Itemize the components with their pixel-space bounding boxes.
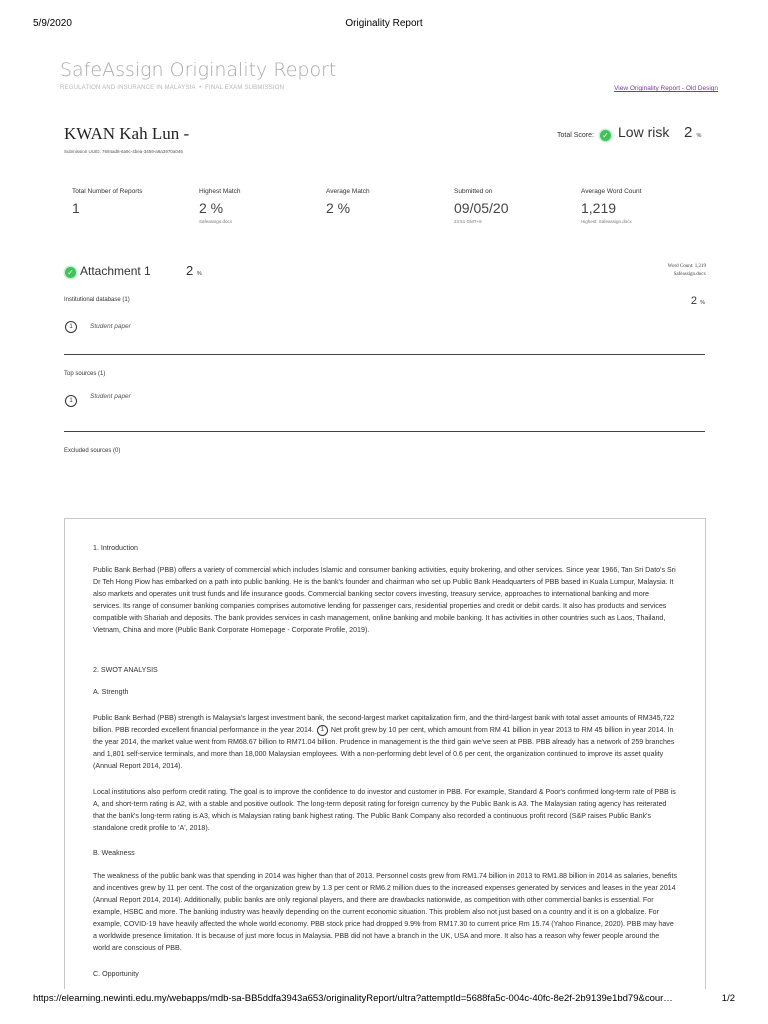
stat-heading: Average Word Count (581, 188, 642, 195)
stat-heading: Submitted on (454, 188, 493, 195)
print-title: Originality Report (345, 18, 423, 29)
doc-heading-introduction: 1. Introduction (93, 544, 138, 552)
check-circle-icon: ✓ (600, 130, 611, 141)
stat-average-word-count (581, 188, 641, 224)
stat-value: 2 % (326, 200, 351, 216)
source-item[interactable]: Student paper (90, 393, 131, 400)
print-url: https://elearning.newinti.edu.my/webapps/mdb-sa-BB5ddfa3943a653/originalityReport/ultra?attemptId=5688fa5c-004c-40fc-8e2f-2b9139e1bd79&cour… (33, 993, 673, 1004)
doc-paragraph-strength (93, 712, 677, 772)
subtitle-separator: • (199, 85, 202, 91)
divider (64, 431, 705, 432)
doc-paragraph-credit: Local institutions also perform credit rating. The goal is to improve the confidence to do investor and customer in PBB. For example, Standard & Poor's confirmed long-term rate of PBB is A, and short-term rating is A2, with a stable and positive outlook. The long-term deposit rating for foreign currency by the Public Bank is A3. The Malaysian rating agency has reiterated that the bank's long-term rating is A3, which is Malaysian rating bank highest rating. The Public Bank Company also recorded a continuous profit record (S&P raises Public Bank's standalone credit profile to 'A', 2018). (93, 788, 676, 832)
strength-text-a: Public Bank Berhad (PBB) strength is Malaysia's largest investment bank, the second-largest market capitalization firm, and the third-largest bank with total asset amounts of RM345,722 billion. PBB recorded excellent financial performance in the year 2014. (93, 714, 675, 734)
stat-heading: Highest Match (199, 188, 241, 195)
assignment-name: FINAL EXAM SUBMISSION (205, 85, 285, 91)
attachment-label[interactable]: Attachment 1 (80, 264, 151, 278)
total-score-label: Total Score: (557, 132, 594, 139)
attachment-file: Safeassign.docx (673, 272, 706, 277)
attachment-check-icon: ✓ (65, 267, 76, 278)
stat-heading: Total Number of Reports (72, 188, 143, 195)
source-number[interactable]: 1 (65, 321, 77, 333)
print-page-number: 1/2 (721, 993, 735, 1004)
print-date: 5/9/2020 (33, 18, 72, 29)
stat-heading: Average Match (326, 188, 370, 195)
old-design-link[interactable]: View Originality Report - Old Design (614, 85, 718, 92)
attachment-score-value: 2 (186, 263, 194, 278)
report-subtitle (60, 85, 284, 91)
institutional-score-value: 2 (690, 295, 698, 307)
excluded-heading[interactable]: Excluded sources (0) (64, 448, 121, 454)
stat-sub: Safeassign.docx (199, 219, 233, 224)
doc-heading-weakness: B. Weakness (93, 849, 135, 857)
doc-heading-swot: 2. SWOT ANALYSIS (93, 666, 158, 674)
submission-id: Submission UUID: 7694ad8-6a9c-4bea-3459-a9a3970a046 (64, 149, 183, 154)
stat-sub: 23:51 GMT+8 (454, 219, 482, 224)
strength-text-b: Net profit grew by 10 per cent, which amount from RM 41 billion in year 2013 to RM 45 billion in year 2014. In the year 2014, the market value went from RM68.67 billion to RM71.04 billion. Prudence in management is the third gain we've seen at PBB. PBB already has a network of 259 branches and 1,801 self-service terminals, and more than 18,000 Malaysian employees. With a non-performing debt level of 0.6 per cent, the organization continued to improve its asset quality (Annual Report 2014, 2014). (93, 726, 675, 770)
stat-value: 1,219 (581, 200, 617, 216)
word-count: Word Count: 1,219 (667, 264, 706, 269)
total-score (684, 124, 701, 141)
stat-value: 1 (72, 200, 80, 216)
stat-average-match (326, 188, 370, 216)
stat-submitted-on (454, 188, 509, 224)
page-title: SafeAssign Originality Report (60, 59, 337, 81)
stat-value: 09/05/20 (454, 200, 509, 216)
stat-total-reports (72, 188, 142, 216)
doc-heading-strength: A. Strength (93, 688, 129, 696)
doc-paragraph-weakness: The weakness of the public bank was that spending in 2014 was higher than that of 2013. Personnel costs grew from RM1.74 billion in 2013 to RM1.88 billion in 2014 as salaries, benefits and incentives grew by 11 per cent. The cost of the organization grew by 1.3 per cent or RM6.2 million dues to the increased expenses generated by services and leases in the year 2014 (Annual Report 2014, 2014). Additionally, public banks are only regional players, and there are drawbacks nationwide, as competition with other commercial banks is essential. For example, HSBC and more. The banking industry was heavily depending on the current economic situation. This problem also not just based on a country and it is on a globalize. For example, COVID-19 have heavily affected the whole world economy. PBB stock price had dropped 9.9% from RM17.30 to current price Rm 15.74 (Yahoo Finance, 2020). PBB may have a worldwide presence limitation. It is because of just more focus in Malaysia. PBB did not have a branch in the UK, USA and more. It also has a reason why fewer people around the world are conscious of PBB. (93, 872, 678, 952)
doc-paragraph-introduction: Public Bank Berhad (PBB) offers a variety of commercial which includes Islamic and consumer banking activities, equity brokering, and other services. Since year 1966, Tan Sri Dato's Sri Dr Teh Hong Piow has embarked on a path into public banking. He is the bank's founder and chairman who set up Public Bank Headquarters of PBB based in Kuala Lumpur, Malaysia. It also markets and operates unit trust funds and life insurance goods. Commercial banking sector covers investing, treasury service, approaches to international banking and more services. Its range of consumer banking companies comprises automotive lending for passenger cars, residential properties and credit or debit cards. It also has products and services compatible with Shariah and deposits. The bank provides services in cash management, online banking and mobile banking. It has activities in other countries such as Laos, Thailand, Vietnam, China and more (Public Bank Corporate Homepage - Corporate Profile, 2019). (93, 566, 676, 634)
divider (64, 354, 705, 355)
institutional-heading: Institutional database (1) (64, 297, 130, 303)
top-sources-heading: Top sources (1) (64, 371, 106, 377)
total-score-value: 2 (684, 124, 693, 141)
stat-sub: Highest: Safeassign.docx (581, 219, 632, 224)
match-marker[interactable]: 1 (317, 725, 328, 736)
source-item[interactable]: Student paper (90, 323, 131, 330)
institutional-score (691, 295, 705, 307)
attachment-word-count (668, 263, 706, 279)
total-score-unit: % (696, 133, 702, 139)
stat-highest-match (199, 188, 241, 224)
attachment-score (186, 263, 202, 278)
attachment-score-unit: % (196, 271, 202, 277)
doc-heading-opportunity: C. Opportunity (93, 970, 139, 978)
student-name: KWAN Kah Lun - (64, 124, 190, 143)
stat-value: 2 % (199, 200, 224, 216)
source-number[interactable]: 1 (65, 395, 77, 407)
risk-level: Low risk (618, 124, 670, 140)
institutional-score-unit: % (700, 300, 705, 306)
course-name: REGULATION AND INSURANCE IN MALAYSIA (60, 85, 196, 91)
